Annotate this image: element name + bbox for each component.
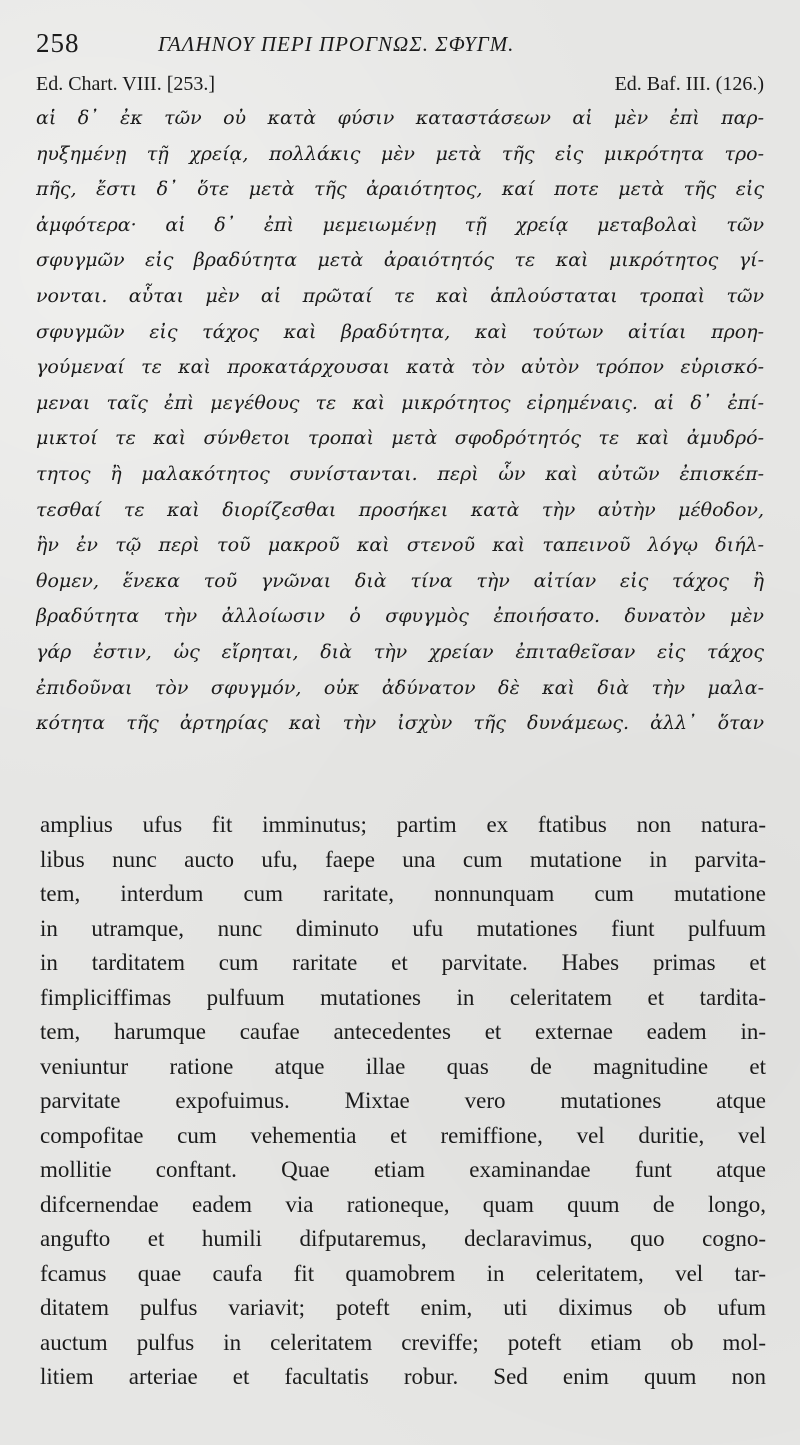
greek-line: κότητα τῆς ἀρτηρίας καὶ τὴν ἰσχὺν τῆς δυνάμεως. ἀλλ᾽ ὅταν <box>36 712 764 735</box>
greek-line: νονται. αὗται μὲν αἱ πρῶταί τε καὶ ἁπλούσταται τροπαὶ τῶν <box>36 284 764 307</box>
latin-line: litiem arteriae et facultatis robur. Sed enim quum non <box>40 1364 766 1389</box>
latin-line: difcernendae eadem via rationeque, quam quum de longo, <box>40 1191 766 1217</box>
greek-line: σφυγμῶν εἰς τάχος καὶ βραδύτητα, καὶ τούτων αἰτίαι προη- <box>36 320 764 343</box>
greek-line: γούμεναί τε καὶ προκατάρχουσαι κατὰ τὸν αὐτὸν τρόπον εὑρισκό- <box>36 356 764 379</box>
page-header <box>36 28 764 64</box>
greek-line: τεσθαί τε καὶ διορίζεσθαι προσήκει κατὰ τὴν αὐτὴν μέθοδον, <box>36 498 764 521</box>
edition-references <box>36 73 764 101</box>
greek-line: θομεν, ἕνεκα τοῦ γνῶναι διὰ τίνα τὴν αἰτίαν εἰς τάχος ἢ <box>36 569 764 592</box>
greek-line: αἱ δ᾽ ἐκ τῶν οὐ κατὰ φύσιν καταστάσεων αἱ μὲν ἐπὶ παρ- <box>36 107 764 129</box>
greek-line: ηυξημένῃ τῇ χρείᾳ, πολλάκις μὲν μετὰ τῆς εἰς μικρότητα τρο- <box>36 142 764 165</box>
greek-line: ἀμφότερα· αἱ δ᾽ ἐπὶ μεμειωμένῃ τῇ χρείᾳ μεταβολαὶ τῶν <box>36 213 764 236</box>
latin-line: fimpliciffimas pulfuum mutationes in celeritatem et tardita- <box>40 984 766 1010</box>
greek-line: τητος ἢ μαλακότητος συνίστανται. περὶ ὧν καὶ αὐτῶν ἐπισκέπ- <box>36 462 764 485</box>
latin-line: in tarditatem cum raritate et parvitate. Habes primas et <box>40 950 766 975</box>
latin-line: fcamus quae caufa fit quamobrem in celeritatem, vel tar- <box>40 1260 766 1286</box>
latin-line: veniuntur ratione atque illae quas de magnitudine et <box>40 1053 766 1079</box>
latin-line: mollitie conftant. Quae etiam examinandae funt atque <box>40 1157 766 1182</box>
page-number: 258 <box>36 28 80 58</box>
edition-chartier: Ed. Chart. VIII. [253.] <box>36 73 216 95</box>
greek-line: ἣν ἐν τῷ περὶ τοῦ μακροῦ καὶ στενοῦ καὶ ταπεινοῦ λόγῳ διήλ- <box>36 534 764 557</box>
latin-line: auctum pulfus in celeritatem creviffe; poteft etiam ob mol- <box>40 1329 766 1355</box>
latin-line: parvitate expofuimus. Mixtae vero mutationes atque <box>40 1088 766 1113</box>
latin-line: ditatem pulfus variavit; poteft enim, uti diximus ob ufum <box>40 1295 766 1320</box>
latin-line: in utramque, nunc diminuto ufu mutationes fiunt pulfuum <box>40 915 766 941</box>
latin-line: tem, interdum cum raritate, nonnunquam cum mutatione <box>40 881 766 906</box>
greek-line: μεναι ταῖς ἐπὶ μεγέθους τε καὶ μικρότητος εἰρημέναις. αἱ δ᾽ ἐπί- <box>36 391 764 414</box>
greek-line: μικτοί τε καὶ σύνθετοι τροπαὶ μετὰ σφοδρότητός τε καὶ ἀμυδρό- <box>36 427 764 450</box>
running-title: ΓΑΛΗΝΟΥ ΠΕΡΙ ΠΡΟΓΝΩΣ. ΣΦΥΓΜ. <box>158 32 515 56</box>
greek-text <box>36 101 764 742</box>
latin-line: tem, harumque caufae antecedentes et externae eadem in- <box>40 1019 766 1044</box>
greek-line: πῆς, ἔστι δ᾽ ὅτε μετὰ τῆς ἀραιότητος, καί ποτε μετὰ τῆς εἰς <box>36 178 764 201</box>
greek-line: γάρ ἐστιν, ὡς εἴρηται, διὰ τὴν χρείαν ἐπιταθεῖσαν εἰς τάχος <box>36 640 764 663</box>
greek-line: βραδύτητα τὴν ἀλλοίωσιν ὁ σφυγμὸς ἐποιήσατο. δυνατὸν μὲν <box>36 605 764 628</box>
latin-line: amplius ufus fit imminutus; partim ex ftatibus non natura- <box>40 812 766 837</box>
latin-line: angufto et humili difputaremus, declaravimus, quo cogno- <box>40 1226 766 1251</box>
latin-line: libus nunc aucto ufu, faepe una cum mutatione in parvita- <box>40 846 766 872</box>
greek-line: σφυγμῶν εἰς βραδύτητα μετὰ ἀραιότητός τε καὶ μικρότητος γί- <box>36 249 764 272</box>
latin-text <box>40 808 766 1395</box>
edition-basel: Ed. Baf. III. (126.) <box>614 73 764 95</box>
latin-line: compofitae cum vehementia et remiffione, vel duritie, vel <box>40 1122 766 1148</box>
greek-line: ἐπιδοῦναι τὸν σφυγμόν, οὐκ ἀδύνατον δὲ καὶ διὰ τὴν μαλα- <box>36 676 764 699</box>
